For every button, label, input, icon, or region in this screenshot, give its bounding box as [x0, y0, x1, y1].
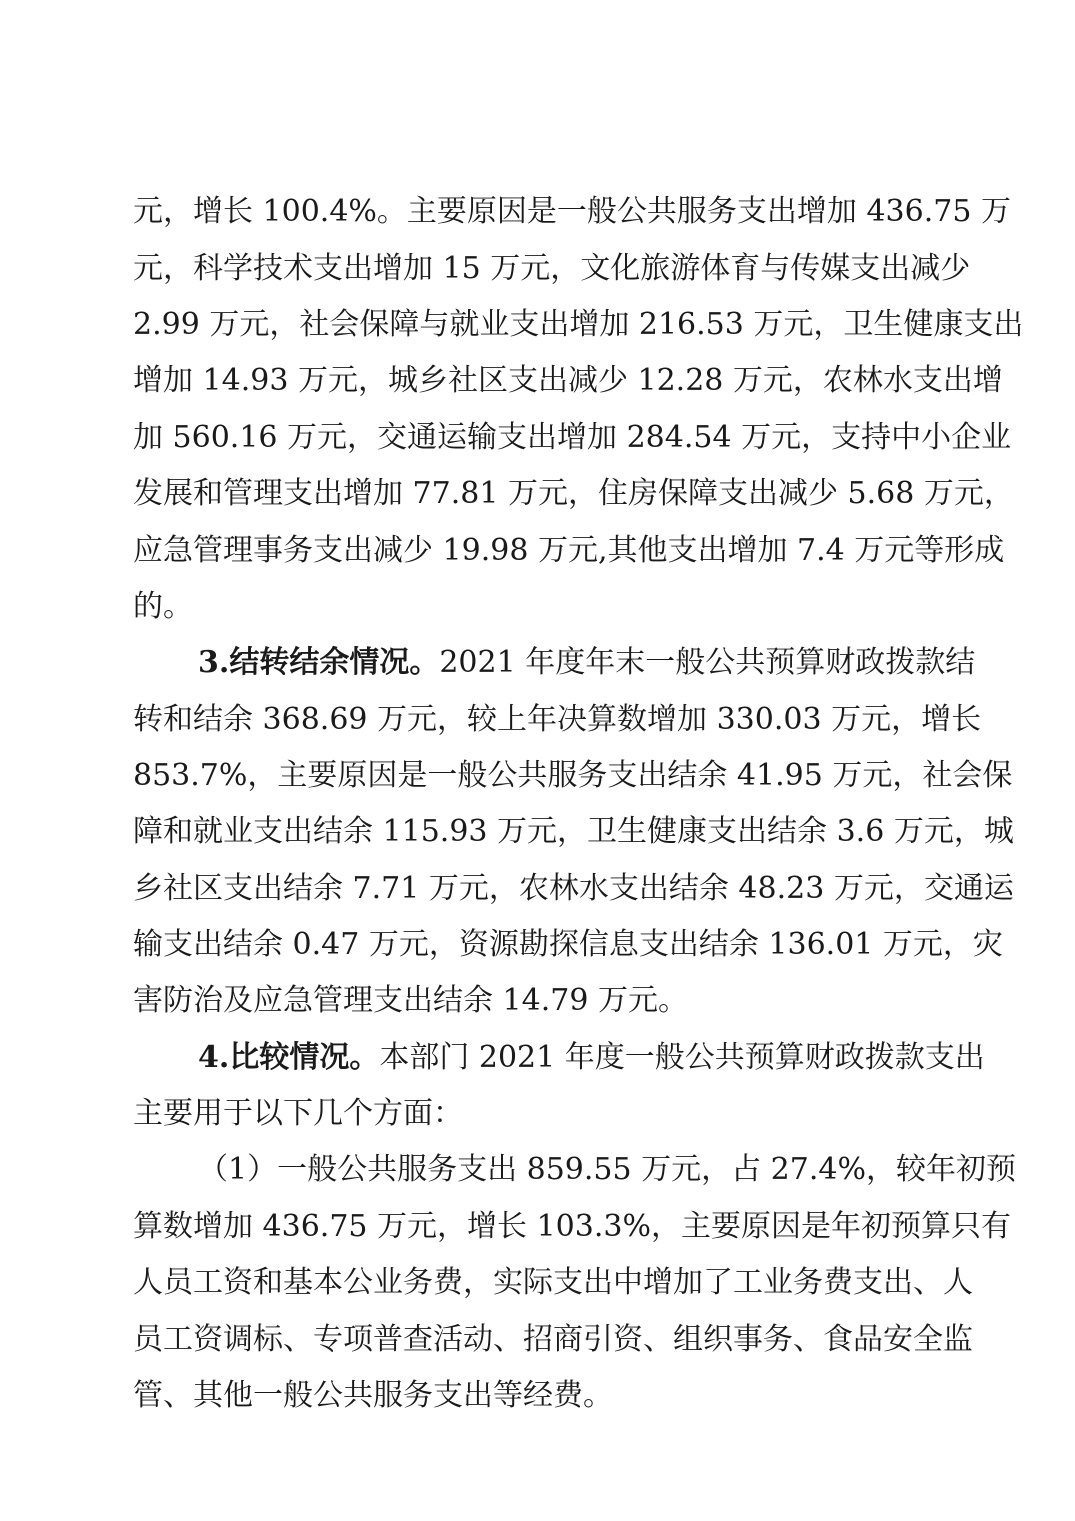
- paragraph-line: 主要用于以下几个方面：: [133, 1096, 463, 1131]
- paragraph-line: 人员工资和基本公业务费，实际支出中增加了工业务费支出、人: [133, 1265, 973, 1300]
- paragraph-line: 算数增加 436.75 万元，增长 103.3%，主要原因是年初预算只有: [133, 1209, 1011, 1244]
- paragraph-line: 的。: [133, 589, 193, 624]
- section-4-heading: 4.比较情况。: [198, 1040, 380, 1075]
- paragraph-line: 发展和管理支出增加 77.81 万元，住房保障支出减少 5.68 万元，: [133, 476, 1014, 511]
- section-4-text: 本部门 2021 年度一般公共预算财政拨款支出: [379, 1040, 985, 1075]
- paragraph-line: 853.7%，主要原因是一般公共服务支出结余 41.95 万元，社会保: [133, 758, 1013, 793]
- paragraph-line: 元，科学技术支出增加 15 万元，文化旅游体育与传媒支出减少: [133, 251, 971, 286]
- paragraph-line: 应急管理事务支出减少 19.98 万元,其他支出增加 7.4 万元等形成: [133, 533, 1005, 568]
- paragraph-line: 元，增长 100.4%。主要原因是一般公共服务支出增加 436.75 万: [133, 194, 1011, 229]
- section-3-text: 2021 年度年末一般公共预算财政拨款结: [439, 645, 976, 680]
- item-1-first-line: （1）一般公共服务支出 859.55 万元，占 27.4%，较年初预: [198, 1152, 1016, 1187]
- section-3-heading: 3.结转结余情况。: [198, 645, 440, 680]
- section-4-first-line: [198, 1038, 985, 1078]
- paragraph-line: 加 560.16 万元，交通运输支出增加 284.54 万元，支持中小企业: [133, 420, 1012, 455]
- paragraph-line: 障和就业支出结余 115.93 万元，卫生健康支出结余 3.6 万元，城: [133, 814, 1014, 849]
- paragraph-line: 害防治及应急管理支出结余 14.79 万元。: [133, 983, 688, 1018]
- paragraph-line: 员工资调标、专项普查活动、招商引资、组织事务、食品安全监: [133, 1322, 973, 1357]
- paragraph-line: 转和结余 368.69 万元，较上年决算数增加 330.03 万元，增长: [133, 702, 982, 737]
- paragraph-line: 管、其他一般公共服务支出等经费。: [133, 1378, 613, 1413]
- paragraph-line: 乡社区支出结余 7.71 万元，农林水支出结余 48.23 万元，交通运: [133, 871, 1014, 906]
- paragraph-line: 增加 14.93 万元，城乡社区支出减少 12.28 万元，农林水支出增: [133, 363, 1003, 398]
- paragraph-line: 输支出结余 0.47 万元，资源勘探信息支出结余 136.01 万元，灾: [133, 927, 1003, 962]
- paragraph-line: 2.99 万元，社会保障与就业支出增加 216.53 万元，卫生健康支出: [133, 307, 1024, 342]
- section-3-first-line: [198, 643, 976, 683]
